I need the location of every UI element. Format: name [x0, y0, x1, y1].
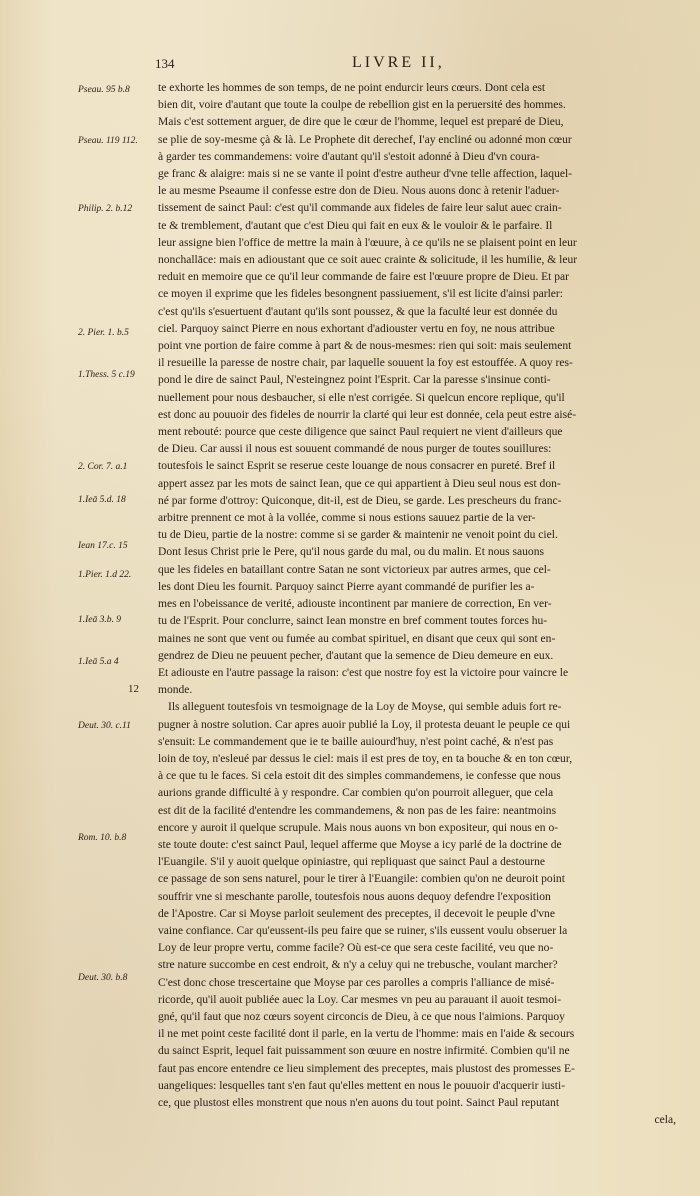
margin-note: Deut. 30. c.11: [78, 721, 131, 731]
text-line: les dont Dieu les fournit. Parquoy sainct Pierre ayant commandé de purifier les a-: [158, 580, 535, 593]
text-line: c'est qu'ils s'esuertuent d'autant qu'ils sont poussez, & que la faculté leur est donnée du: [158, 305, 558, 318]
text-line: pugner à nostre solution. Car apres auoir publié la Loy, il protesta deuant le peuple ce qui: [158, 718, 571, 731]
text-line: souffrir vne si meschante parolle, toutesfois nous auons dequoy defendre l'exposition: [158, 890, 551, 903]
text-line: uangeliques: lesquelles tant s'en faut qu'elles mettent en nous le pouuoir d'acquerir iusti-: [158, 1079, 566, 1092]
text-line: toutesfois le sainct Esprit se reserue ceste louange de nous consacrer en pureté. Bref il: [158, 460, 556, 473]
text-line: Et adiouste en l'autre passage la raison: c'est que nostre foy est la victoire pour vaincre le: [158, 666, 569, 679]
text-line: ce moyen il exprime que les fideles besongnent passiuement, s'il est licite d'ainsi parler:: [158, 288, 563, 301]
text-line: ste toute doute: c'est sainct Paul, lequel afferme que Moyse a icy parlé de la doctrine de: [158, 838, 562, 851]
text-line: aurions grande difficulté à y respondre. Car combien qu'on pourroit alleguer, que cela: [158, 787, 554, 800]
margin-note: Pseau. 95 b.8: [78, 85, 130, 95]
text-line: né par forme d'ottroy: Quiconque, dit-il, est de Dieu, se garde. Les prescheurs du franc-: [158, 494, 562, 507]
text-line: gendrez de Dieu ne peuuent pecher, d'autant que la semence de Dieu demeure en eux.: [158, 649, 554, 662]
text-line: ce, que plustost elles monstrent que nous n'en auons du tout point. Sainct Paul reputant: [158, 1096, 560, 1109]
text-line: tissement de sainct Paul: c'est qu'il commande aux fideles de faire leur salut auec crain-: [158, 202, 562, 215]
margin-note: Pseau. 119 112.: [78, 136, 138, 146]
text-line: te exhorte les hommes de son temps, de ne point endurcir leurs cœurs. Dont cela est: [158, 82, 546, 94]
text-line: ment rebouté: pource que ceste diligence que sainct Paul requiert ne vient d'ailleurs que: [158, 426, 563, 439]
text-line: nuellement pour nous desbaucher, si elle n'est corrigée. Si quelcun encore replique, qu'il: [158, 391, 565, 404]
text-line: appert assez par les mots de sainct Iean, que ce qui appartient à Dieu seul nous est don-: [158, 477, 561, 490]
text-line: tu de Dieu, partie de la nostre: comme si se garder & maintenir ne venoit point du ciel.: [158, 529, 558, 542]
text-line: cela,: [654, 1114, 676, 1127]
text-line: de Dieu. Car aussi il nous est souuent commandé de nous purger de toutes souillures:: [158, 443, 552, 456]
margin-note: 1.Thess. 5 c.19: [78, 370, 135, 380]
margin-note: 1.Ieā 5.d. 18: [78, 495, 126, 505]
margin-note: Rom. 10. b.8: [78, 833, 127, 843]
text-line: tu de l'Esprit. Pour conclurre, sainct Iean monstre en bref comment toutes forces hu-: [158, 615, 548, 628]
page-header: [150, 56, 650, 78]
text-line: s'ensuit: Le commandement que ie te baille auiourd'huy, n'est point caché, & n'est pas: [158, 735, 554, 748]
text-line: vaine confiance. Car qu'eussent-ils peu faire que se ruiner, s'ils eussent voulu obseruer la: [158, 924, 568, 937]
text-line: se plie de soy-mesme çà & là. Le Prophete dit derechef, I'ay encliné ou adonné mon cœur: [158, 133, 572, 146]
text-line: te & tremblement, d'autant que c'est Dieu qui fait en eux & le vouloir & le parfaire. Il: [158, 219, 553, 232]
text-line: reduit en memoire que ce qu'il leur commande de faire est l'œuure propre de Dieu. Et par: [158, 271, 570, 284]
text-line: monde.: [158, 684, 193, 697]
body-text: [158, 80, 676, 1129]
margin-note: 1.Ieā 3.b. 9: [78, 615, 122, 625]
section-number: 12: [128, 683, 139, 695]
text-line: l'Euangile. S'il y auoit quelque opiniastre, qui repliquast que sainct Paul a destourne: [158, 856, 546, 869]
page-number: 134: [155, 56, 175, 71]
text-line: ce passage de son sens naturel, pour le tirer à l'Euangile: combien qu'on ne deuroit point: [158, 873, 565, 886]
text-line: Dont Iesus Christ prie le Pere, qu'il nous garde du mal, ou du malin. Et nous sauons: [158, 546, 544, 559]
text-line: encore y auroit il quelque scrupule. Mais nous auons vn bon expositeur, qui nous en o-: [158, 821, 559, 834]
text-line: loin de toy, n'esleué par dessus le ciel: mais il est pres de toy, en ta bouche & en ton cœur,: [158, 752, 573, 765]
margin-note: 1.Pier. 1.d 22.: [78, 570, 132, 580]
text-line: faut pas encore entendre ce lieu simplement des preceptes, mais plustost des promesses E-: [158, 1062, 575, 1075]
text-line: leur assigne bien l'office de mettre la main à l'œuure, à ce qu'ils ne se plaisent point en leur: [158, 236, 577, 249]
text-line: nonchallāce: mais en adioustant que ce soit auec crainte & solicitude, il les humilie, & leur: [158, 254, 578, 267]
text-line: bien dit, voire d'autant que toute la coulpe de rebellion gist en la peruersité des hommes.: [158, 99, 566, 112]
text-line: point vne portion de faire comme à part & de nous-mesmes: rien qui soit: mais seulement: [158, 340, 572, 353]
text-line: de l'Apostre. Car si Moyse parloit seulement des preceptes, il decevoit le peuple d'vne: [158, 907, 555, 920]
text-line: du sainct Esprit, lequel fait puissamment son œuure en nostre infirmité. Combien qu'il ne: [158, 1045, 570, 1058]
text-line: Ils alleguent toutesfois vn tesmoignage de la Loy de Moyse, qui semble aduis fort re-: [168, 701, 562, 714]
text-line: ricorde, qu'il auoit publiée auec la Loy. Car mesmes vn peu au parauant il auoit tesmoi-: [158, 993, 562, 1006]
text-line: à ce que tu le faces. Si cela estoit dit des simples commandemens, ie confesse que nous: [158, 770, 561, 783]
running-title: LIVRE II,: [352, 54, 445, 71]
text-line: est donc au pouuoir des fideles de nourrir la clarté qui leur est donnée, cela peut estre aisé-: [158, 408, 577, 421]
margin-note: 2. Pier. 1. b.5: [78, 328, 129, 338]
text-line: gné, qu'il faut que noz cœurs soyent circoncis de Dieu, à ce que nous l'aimions. Parquoy: [158, 1010, 565, 1023]
text-line: ciel. Parquoy sainct Pierre en nous exhortant d'adiouster vertu en foy, ne nous attribue: [158, 322, 555, 335]
text-line: il resueille la paresse de nostre chair, par laquelle souuent la foy est estouffée. A quoy res-: [158, 357, 573, 370]
text-line: C'est donc chose trescertaine que Moyse par ces parolles a compris l'alliance de misé-: [158, 976, 555, 989]
margin-note: 1.Ieā 5.a 4: [78, 657, 119, 667]
margin-note: 2. Cor. 7. a.1: [78, 462, 128, 472]
text-line: stre nature succombe en cest endroit, & n'y a celuy qui ne trebusche, voulant marcher?: [158, 959, 558, 972]
text-line: maines ne sont que vent ou fumée au combat spirituel, en disant que ceux qui sont en-: [158, 632, 556, 645]
text-line: le au mesme Pseaume il confesse estre don de Dieu. Nous auons donc à retenir l'aduer-: [158, 185, 560, 198]
margin-note: Deut. 30. b.8: [78, 973, 128, 983]
text-line: pond le dire de sainct Paul, N'esteingnez point l'Esprit. Car la paresse s'insinue conti-: [158, 374, 551, 387]
text-line: Mais c'est sottement arguer, de dire que le cœur de l'homme, lequel est preparé de Dieu,: [158, 116, 564, 129]
text-line: Loy de leur propre vertu, comme facile? Où est-ce que sera ceste facilité, veu que no-: [158, 942, 554, 955]
text-line: il ne met point ceste facilité dont il parle, en la vertu de l'homme: mais en l'aide & secours: [158, 1028, 575, 1041]
margin-note: Philip. 2. b.12: [78, 204, 133, 214]
text-line: à garder tes commandemens: voire d'autant qu'il s'estoit adonné à Dieu d'vn coura-: [158, 150, 540, 163]
text-line: mes en l'obeissance de verité, adiouste incontinent par maniere de correction, En ver-: [158, 598, 552, 611]
text-line: est dit de la facilité d'entendre les commandemens, & non pas de les faire: neantmoins: [158, 804, 557, 817]
margin-note: Iean 17.c. 15: [78, 541, 128, 551]
text-line: ge franc & alaigre: mais si ne se vante il point d'estre autheur d'vne telle affection, laquel-: [158, 168, 573, 181]
text-line: que les fideles en bataillant contre Satan ne sont victorieux par autres armes, que cel-: [158, 563, 551, 576]
text-line: arbitre prennent ce mot à la vollée, comme si nous estions sauuez partie de la ver-: [158, 512, 536, 525]
